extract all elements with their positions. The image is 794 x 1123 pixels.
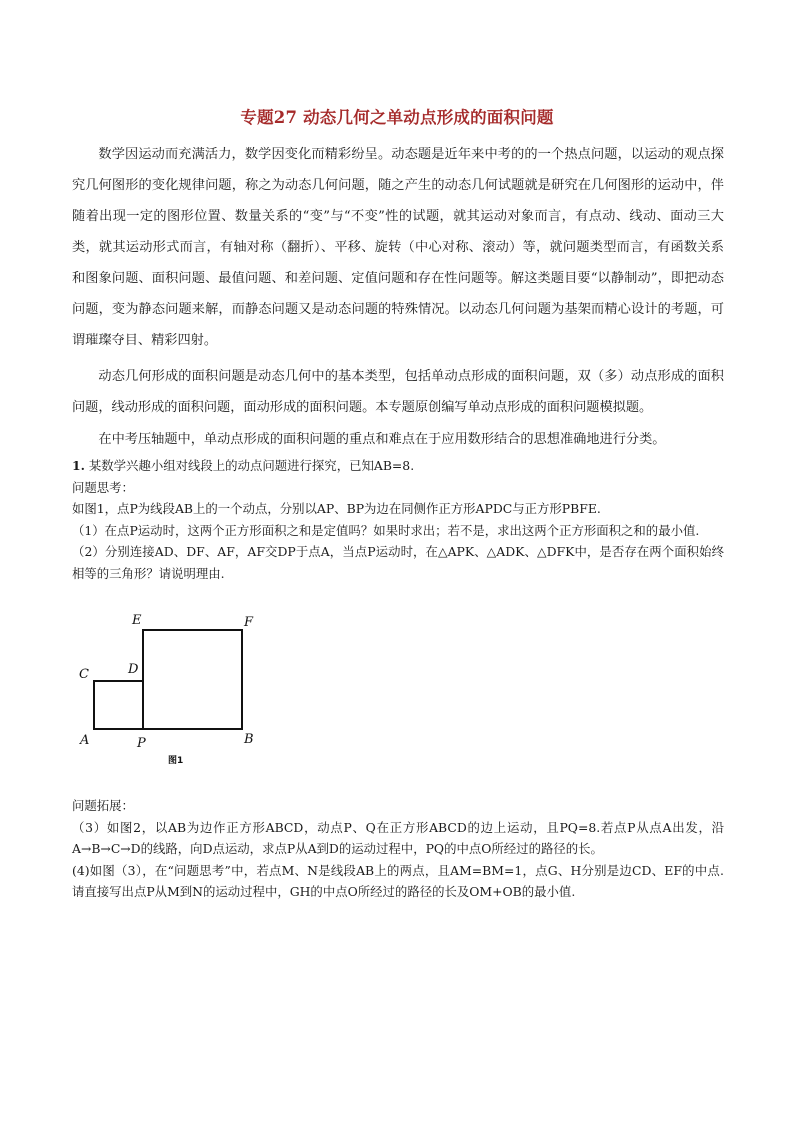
problem-stem	[72, 455, 724, 477]
large-square-pbfe	[143, 630, 242, 729]
intro-paragraph-2	[72, 361, 724, 423]
question-4: (4)如图（3），在“问题思考”中，若点M、N是线段AB上的两点，且AM=BM=1，点G、H分别是边CD、EF的中点.请直接写出点P从M到N的运动过程中，GH的中点O所经过的路径的长及OM+OB的最小值.	[72, 862, 724, 899]
label-d: D	[128, 662, 139, 677]
page-title: 专题27 动态几何之单动点形成的面积问题	[240, 108, 554, 127]
section-heading-thinking: 问题思考：	[72, 479, 134, 495]
problem-extension	[72, 795, 724, 903]
intro-paragraph-1	[72, 139, 724, 356]
label-c: C	[79, 667, 89, 682]
small-square-apdc	[94, 681, 143, 729]
question-2: （2）分别连接AD、DF、AF，AF交DP于点A，当点P运动时，在△APK、△ADK、△DFK中，是否存在两个面积始终相等的三角形？请说明理由.	[72, 544, 724, 581]
problem-number: 1.	[72, 458, 85, 473]
intro-text-1: 数学因运动而充满活力，数学因变化而精彩纷呈。动态题是近年来中考的的一个热点问题，以运动的观点探究几何图形的变化规律问题，称之为动态几何问题，随之产生的动态几何试题就是研究在几何图形的运动中，伴随着出现一定的图形位置、数量关系的“变”与“不变”性的试题，就其运动对象而言，有点动、线动、面动三大类，就其运动形式而言，有轴对称（翻折）、平移、旋转（中心对称、滚动）等，就问题类型而言，有函数关系和图象问题、面积问题、最值问题、和差问题、定值问题和存在性问题等。解这类题目要“以静制动”，即把动态问题，变为静态问题来解，而静态问题又是动态问题的特殊情况。以动态几何问题为基架而精心设计的考题，可谓璀璨夺目、精彩四射。	[72, 147, 724, 348]
label-e: E	[132, 613, 142, 628]
figure-1	[72, 605, 272, 770]
figure-1-diagram	[72, 605, 272, 770]
figure-caption: 图1	[168, 756, 184, 766]
intro-text-2: 动态几何形成的面积问题是动态几何中的基本类型，包括单动点形成的面积问题，双（多）动点形成的面积问题，线动形成的面积问题，面动形成的面积问题。本专题原创编写单动点形成的面积问题模拟题。	[72, 369, 724, 415]
intro-paragraph-3	[72, 424, 724, 455]
label-a: A	[80, 733, 90, 748]
problem-1	[72, 455, 724, 584]
intro-text-3: 在中考压轴题中，单动点形成的面积问题的重点和难点在于应用数形结合的思想准确地进行分类。	[98, 432, 666, 447]
problem-stem-text: 某数学兴趣小组对线段上的动点问题进行探究，已知AB=8.	[88, 458, 415, 473]
question-1: （1）在点P运动时，这两个正方形面积之和是定值吗？如果时求出；若不是，求出这两个正方形面积之和的最小值.	[72, 522, 700, 538]
label-f: F	[244, 615, 254, 630]
label-b: B	[244, 732, 254, 747]
section-heading-extension: 问题拓展：	[72, 798, 134, 813]
question-3: （3）如图2，以AB为边作正方形ABCD，动点P、Q在正方形ABCD的边上运动，且PQ=8.若点P从点A出发，沿A→B→C→D的线路，向D点运动，求点P从A到D的运动过程中，PQ的中点O所经过的路径的长。	[72, 819, 724, 856]
problem-setup: 如图1，点P为线段AB上的一个动点，分别以AP、BP为边在同侧作正方形APDC与正方形PBFE.	[72, 501, 601, 516]
label-p: P	[137, 736, 146, 751]
